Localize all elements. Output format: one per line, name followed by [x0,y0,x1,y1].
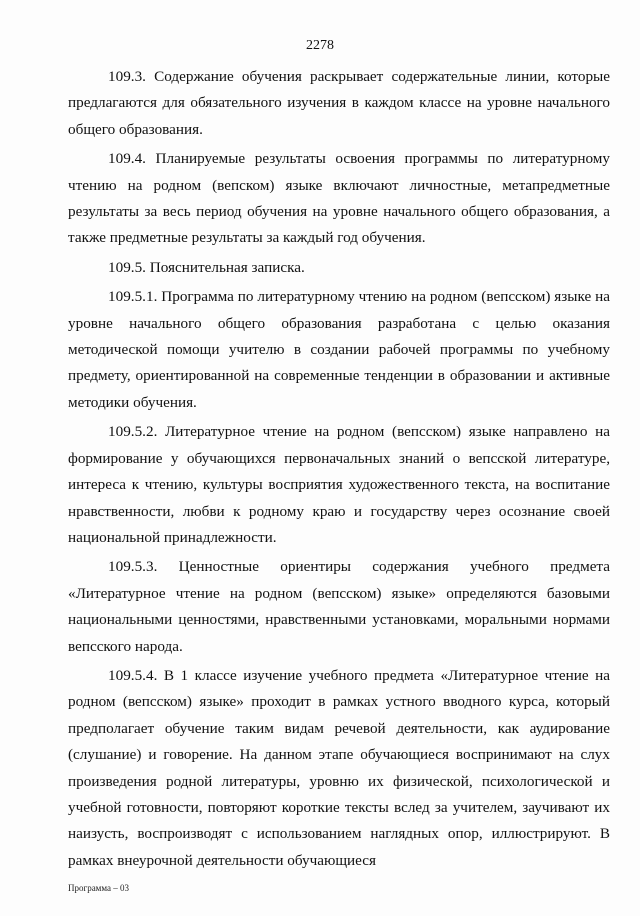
paragraph-109-5-3: 109.5.3. Ценностные ориентиры содержания учебного предмета «Литературное чтение на родном (вепсском) языке» определяются базовыми национальными ценностями, нравственными установками, моральными нормами вепсского народа. [68,558,610,655]
paragraph-109-4: 109.4. Планируемые результаты освоения программы по литературному чтению на родном (вепском) языке включают личностные, метапредметные результаты за весь период обучения на уровне начального общего образования, а также предметные результаты за каждый год обучения. [68,150,610,247]
paragraph-109-5-1: 109.5.1. Программа по литературному чтению на родном (вепсском) языке на уровне начального общего образования разработана с целью оказания методической помощи учителю в создании рабочей программы по учебному предмету, ориентированной на современные тенденции в образовании и активные методики обучения. [68,288,610,411]
page-number: 2278 [306,38,334,53]
paragraph-109-5: 109.5. Пояснительная записка. [108,258,305,276]
paragraph-109-3: 109.3. Содержание обучения раскрывает содержательные линии, которые предлагаются для обязательного изучения в каждом классе на уровне начального общего образования. [68,68,610,138]
footer-label: Программа – 03 [68,883,130,893]
paragraph-109-5-2: 109.5.2. Литературное чтение на родном (вепсском) языке направлено на формирование у обучающихся первоначальных знаний о вепсской литературе, интереса к чтению, культуры восприятия художественного текста, на воспитание нравственности, любви к родному краю и государству через осознание своей национальной принадлежности. [68,423,610,546]
document-body [68,64,610,877]
paragraph-109-5-4: 109.5.4. В 1 классе изучение учебного предмета «Литературное чтение на родном (вепсском) языке» проходит в рамках устного вводного курса, который предполагает обучение таким видам речевой деятельности, как аудирование (слушание) и говорение. На данном этапе обучающиеся воспринимают на слух произведения родной литературы, уровню их физической, психологической и учебной готовности, повторяют короткие тексты вслед за учителем, заучивают их наизусть, воспроизводят с использованием наглядных опор, иллюстрируют. В рамках внеурочной деятельности обучающиеся [68,666,610,869]
